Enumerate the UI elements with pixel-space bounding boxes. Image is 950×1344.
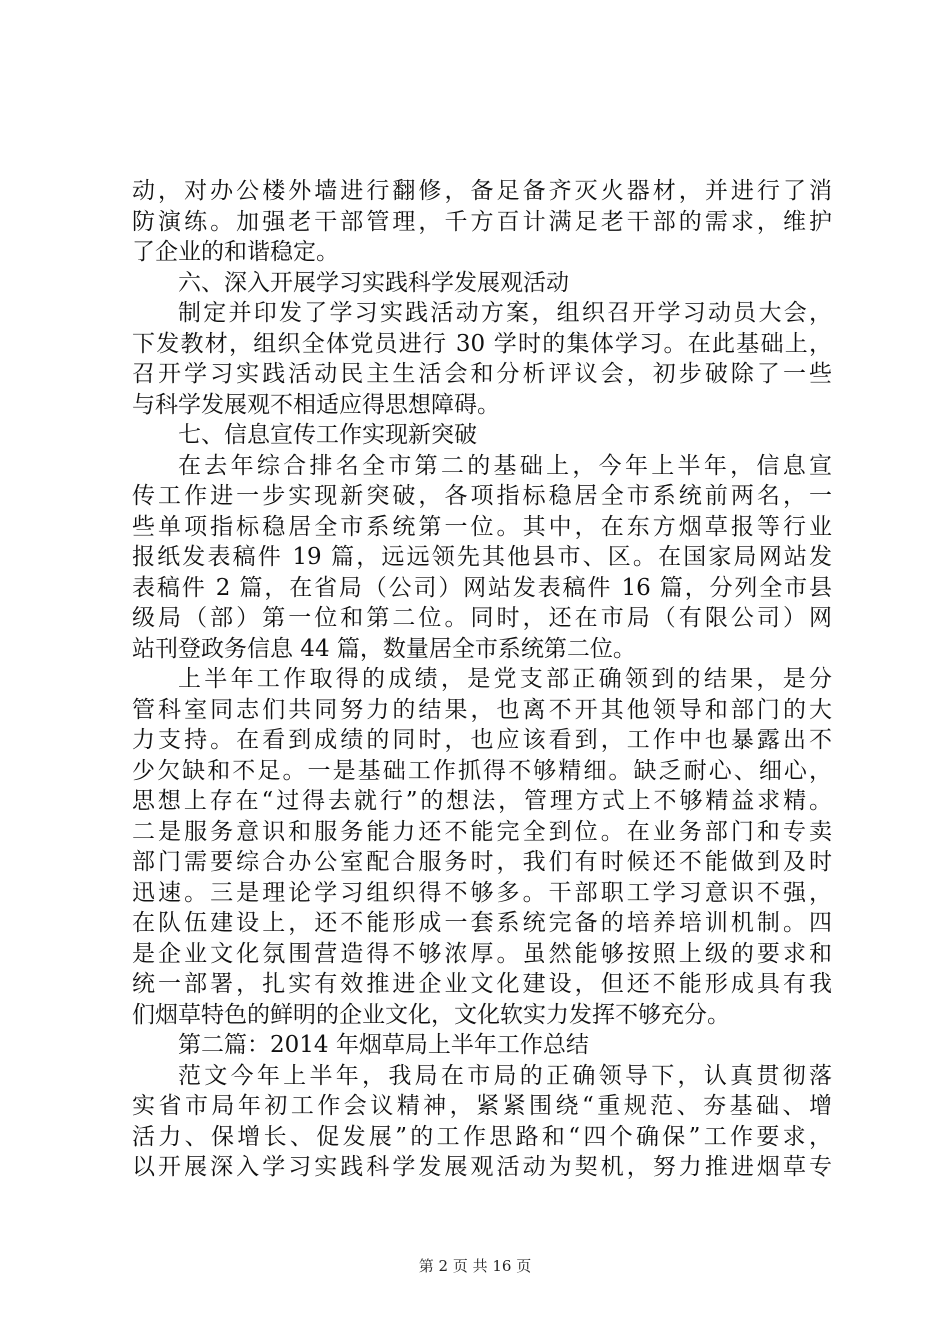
text-line: 少欠缺和不足。一是基础工作抓得不够精细。缺乏耐心、细心， bbox=[132, 757, 832, 784]
text-line: 以开展深入学习实践科学发展观活动为契机，努力推进烟草专 bbox=[132, 1154, 832, 1180]
text-line: 防演练。加强老干部管理，千方百计满足老干部的需求，维护 bbox=[132, 208, 832, 235]
text-line: 统一部署，扎实有效推进企业文化建设，但还不能形成具有我 bbox=[132, 971, 832, 997]
text-line: 力支持。在看到成绩的同时，也应该看到，工作中也暴露出不 bbox=[132, 727, 832, 753]
text-line: 制定并印发了学习实践活动方案，组织召开学习动员大会， bbox=[178, 300, 832, 326]
text-line: 二是服务意识和服务能力还不能完全到位。在业务部门和专卖 bbox=[132, 818, 832, 845]
text-line: 动，对办公楼外墙进行翻修，备足备齐灭火器材，并进行了消 bbox=[132, 178, 832, 204]
text-line: 思想上存在“过得去就行”的想法，管理方式上不够精益求精。 bbox=[132, 788, 832, 814]
text-line: 上半年工作取得的成绩，是党支部正确领到的结果，是分 bbox=[178, 666, 832, 692]
section-heading: 第二篇：2014 年烟草局上半年工作总结 bbox=[178, 1032, 589, 1058]
text-line: 了企业的和谐稳定。 bbox=[132, 239, 339, 265]
page-footer: 第 2 页 共 16 页 bbox=[418, 1257, 532, 1275]
text-line: 些单项指标稳居全市系统第一位。其中，在东方烟草报等行业 bbox=[132, 513, 832, 540]
text-line: 迅速。三是理论学习组织得不够多。干部职工学习意识不强， bbox=[132, 879, 832, 906]
text-line: 与科学发展观不相适应得思想障碍。 bbox=[132, 391, 500, 418]
text-line: 召开学习实践活动民主生活会和分析评议会，初步破除了一些 bbox=[132, 361, 832, 387]
section-heading: 七、信息宣传工作实现新突破 bbox=[178, 422, 477, 448]
text-line: 在队伍建设上，还不能形成一套系统完备的培养培训机制。四 bbox=[132, 910, 832, 936]
text-line: 下发教材，组织全体党员进行 30 学时的集体学习。在此基础上， bbox=[132, 330, 832, 357]
text-line: 站刊登政务信息 44 篇，数量居全市系统第二位。 bbox=[132, 635, 636, 662]
text-line: 表稿件 2 篇，在省局（公司）网站发表稿件 16 篇，分列全市县 bbox=[132, 574, 832, 601]
document-body bbox=[132, 176, 832, 1183]
text-line: 们烟草特色的鲜明的企业文化，文化软实力发挥不够充分。 bbox=[132, 1001, 730, 1028]
text-line: 级局（部）第一位和第二位。同时，还在市局（有限公司）网 bbox=[132, 605, 832, 631]
text-line: 范文今年上半年，我局在市局的正确领导下，认真贯彻落 bbox=[178, 1062, 832, 1089]
text-line: 报纸发表稿件 19 篇，远远领先其他县市、区。在国家局网站发 bbox=[132, 544, 832, 570]
text-line: 传工作进一步实现新突破，各项指标稳居全市系统前两名，一 bbox=[132, 483, 832, 509]
text-line: 部门需要综合办公室配合服务时，我们有时候还不能做到及时 bbox=[132, 849, 832, 875]
text-line: 实省市局年初工作会议精神，紧紧围绕“重规范、夯基础、增 bbox=[132, 1093, 832, 1119]
text-line: 管科室同志们共同努力的结果，也离不开其他领导和部门的大 bbox=[132, 696, 832, 723]
section-heading: 六、深入开展学习实践科学发展观活动 bbox=[178, 269, 569, 296]
text-line: 在去年综合排名全市第二的基础上，今年上半年，信息宣 bbox=[178, 452, 832, 479]
text-line: 活力、保增长、促发展”的工作思路和“四个确保”工作要求， bbox=[132, 1123, 832, 1150]
text-line: 是企业文化氛围营造得不够浓厚。虽然能够按照上级的要求和 bbox=[132, 940, 832, 967]
